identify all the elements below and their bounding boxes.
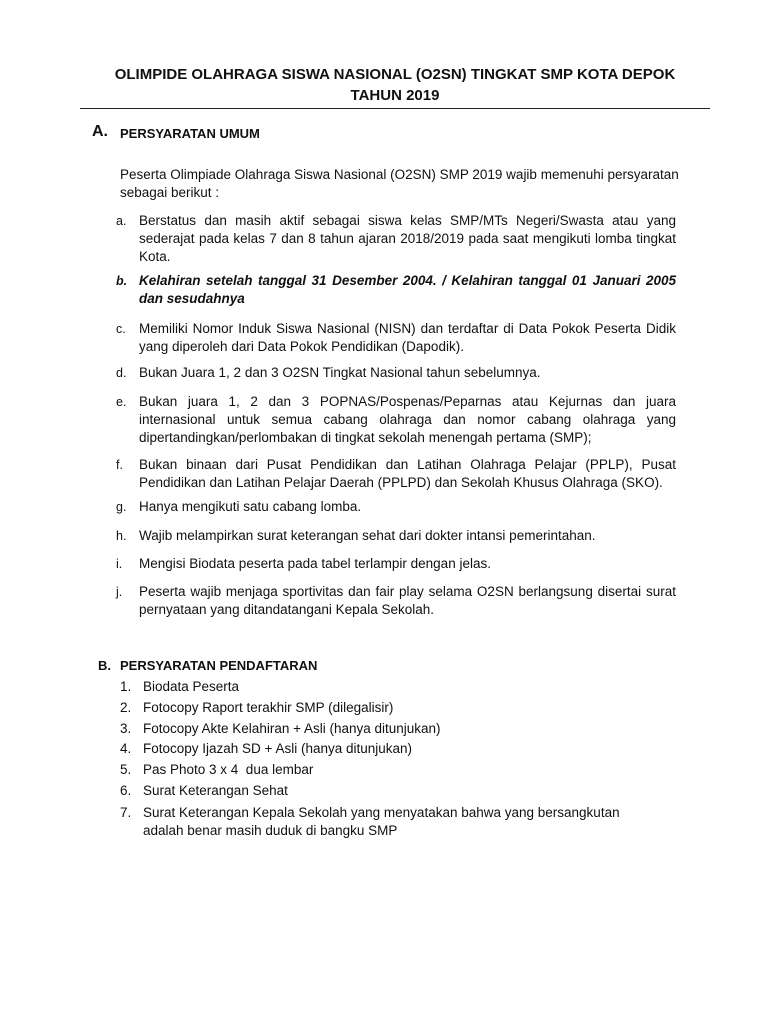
- section-a-intro: Peserta Olimpiade Olahraga Siswa Nasional (O2SN) SMP 2019 wajib memenuhi persyaratan sebagai berikut :: [120, 167, 679, 200]
- item-text: Memiliki Nomor Induk Siswa Nasional (NISN) dan terdaftar di Data Pokok Peserta Didik yang diperoleh dari Data Pokok Pendidikan (Dapodik).: [139, 321, 676, 354]
- registration-item: [120, 740, 660, 758]
- registration-item: [120, 804, 660, 840]
- registration-item: [120, 720, 660, 738]
- item-text: Wajib melampirkan surat keterangan sehat dari dokter intansi pemerintahan.: [139, 528, 596, 543]
- item-marker: e.: [116, 395, 127, 409]
- title-divider: [80, 108, 710, 109]
- item-marker: j.: [116, 585, 123, 599]
- item-text: Bukan juara 1, 2 dan 3 POPNAS/Pospenas/Peparnas atau Kejurnas dan juara internasional untuk semua cabang olahraga dan nomor cabang olahraga yang dipertandingkan/perlombakan di tingkat sekolah menengah pertama (SMP);: [139, 394, 676, 445]
- item-text: Pas Photo 3 x 4 dua lembar: [143, 762, 314, 777]
- section-a-title: PERSYARATAN UMUM: [120, 126, 260, 141]
- item-marker: d.: [116, 366, 127, 380]
- item-marker: i.: [116, 557, 123, 571]
- registration-item: [120, 761, 660, 779]
- item-text: Bukan binaan dari Pusat Pendidikan dan Latihan Olahraga Pelajar (PPLP), Pusat Pendidikan dan Latihan Pelajar Daerah (PPLPD) dan Sekolah Khusus Olahraga (SKO).: [139, 457, 676, 490]
- item-text: Surat Keterangan Kepala Sekolah yang menyatakan bahwa yang bersangkutan adalah benar masih duduk di bangku SMP: [143, 805, 620, 838]
- requirement-item: [116, 498, 676, 516]
- item-marker: c.: [116, 322, 126, 336]
- section-b-title: PERSYARATAN PENDAFTARAN: [120, 658, 318, 673]
- item-marker: f.: [116, 458, 123, 472]
- item-marker: 3.: [120, 721, 132, 736]
- requirement-item: [116, 364, 676, 382]
- item-text: Berstatus dan masih aktif sebagai siswa kelas SMP/MTs Negeri/Swasta atau yang sederajat pada kelas 7 dan 8 tahun ajaran 2018/2019 pada saat mengikuti lomba tingkat Kota.: [139, 213, 676, 264]
- section-b-heading: [98, 658, 317, 673]
- item-text: Hanya mengikuti satu cabang lomba.: [139, 499, 362, 514]
- item-marker: 5.: [120, 762, 132, 777]
- requirement-item: [116, 583, 676, 619]
- requirement-item: [116, 456, 676, 492]
- title-line-2: TAHUN 2019: [350, 87, 440, 104]
- item-marker: 2.: [120, 700, 132, 715]
- item-text: Fotocopy Ijazah SD + Asli (hanya ditunjukan): [143, 741, 413, 756]
- item-text: Biodata Peserta: [143, 679, 240, 694]
- item-marker: h.: [116, 529, 127, 543]
- registration-item: [120, 699, 660, 717]
- requirement-item: [116, 527, 676, 545]
- requirement-item: [116, 272, 676, 308]
- requirement-item: [116, 320, 676, 356]
- item-marker: 6.: [120, 783, 132, 798]
- requirement-item: [116, 555, 676, 573]
- item-marker: g.: [116, 500, 127, 514]
- section-b-letter: B.: [98, 658, 111, 673]
- item-marker: b.: [116, 274, 128, 288]
- item-text: Fotocopy Akte Kelahiran + Asli (hanya ditunjukan): [143, 721, 441, 736]
- item-text: Bukan Juara 1, 2 dan 3 O2SN Tingkat Nasional tahun sebelumnya.: [139, 365, 541, 380]
- item-marker: 1.: [120, 679, 132, 694]
- item-marker: 4.: [120, 741, 132, 756]
- item-marker: 7.: [120, 805, 132, 820]
- registration-item: [120, 782, 660, 800]
- registration-item: [120, 678, 660, 696]
- requirement-item: [116, 212, 676, 266]
- item-text: Fotocopy Raport terakhir SMP (dilegalisir): [143, 700, 394, 715]
- item-text: Peserta wajib menjaga sportivitas dan fair play selama O2SN berlangsung disertai surat pernyataan yang ditandatangani Kepala Sekolah.: [139, 584, 676, 617]
- requirement-item: [116, 393, 676, 447]
- item-text: Kelahiran setelah tanggal 31 Desember 2004. / Kelahiran tanggal 01 Januari 2005 dan sesudahnya: [139, 273, 676, 306]
- document-title: [80, 64, 710, 106]
- item-marker: a.: [116, 214, 127, 228]
- title-line-1: OLIMPIDE OLAHRAGA SISWA NASIONAL (O2SN) TINGKAT SMP KOTA DEPOK: [114, 66, 676, 83]
- item-text: Mengisi Biodata peserta pada tabel terlampir dengan jelas.: [139, 556, 491, 571]
- section-a-letter: A.: [92, 123, 108, 140]
- item-text: Surat Keterangan Sehat: [143, 783, 288, 798]
